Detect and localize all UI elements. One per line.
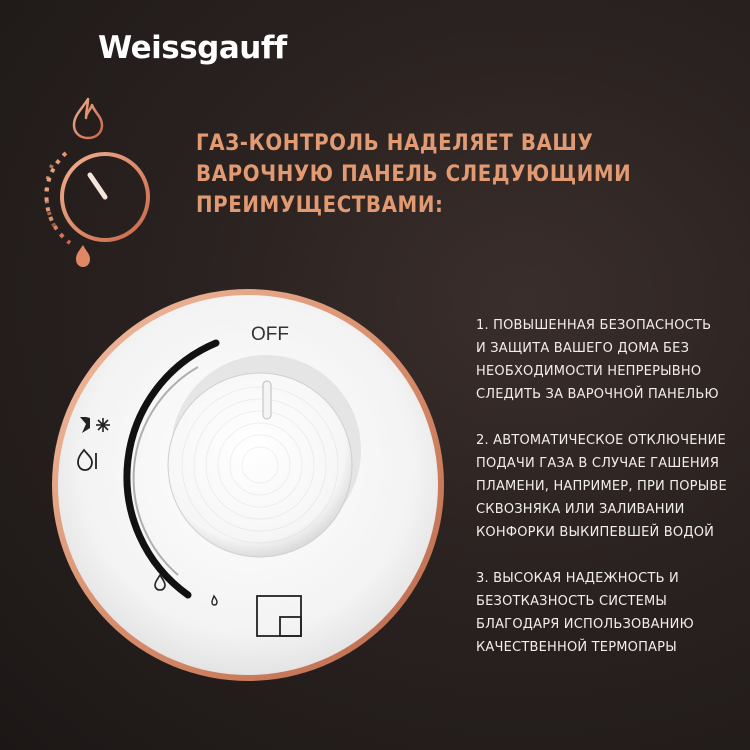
gas-control-icon	[30, 95, 170, 270]
benefit-line: БЛАГОДАРЯ ИСПОЛЬЗОВАНИЮ	[476, 617, 694, 632]
knob-indicator	[263, 381, 271, 419]
benefit-line: НЕОБХОДИМОСТИ НЕПРЕРЫВНО	[476, 364, 702, 379]
benefit-line: КОНФОРКИ ВЫКИПЕВШЕЙ ВОДОЙ	[476, 525, 715, 540]
benefit-line: 1. ПОВЫШЕННАЯ БЕЗОПАСНОСТЬ	[476, 318, 712, 333]
headline-line: ГАЗ-КОНТРОЛЬ НАДЕЛЯЕТ ВАШУ	[196, 131, 594, 156]
benefit-line: 3. ВЫСОКАЯ НАДЕЖНОСТЬ И	[476, 571, 679, 586]
headline-line: ПРЕИМУЩЕСТВАМИ:	[196, 193, 444, 218]
benefits-list	[476, 314, 738, 682]
benefit-item	[476, 314, 738, 406]
benefit-line: КАЧЕСТВЕННОЙ ТЕРМОПАРЫ	[476, 640, 677, 655]
benefit-line: 2. АВТОМАТИЧЕСКОЕ ОТКЛЮЧЕНИЕ	[476, 433, 726, 448]
benefit-line: ПЛАМЕНИ, НАПРИМЕР, ПРИ ПОРЫВЕ	[476, 479, 727, 494]
benefit-line: СКВОЗНЯКА ИЛИ ЗАЛИВАНИИ	[476, 502, 685, 517]
off-label: OFF	[251, 324, 289, 345]
headline	[196, 128, 716, 221]
benefit-line: И ЗАЩИТА ВАШЕГО ДОМА БЕЗ	[476, 341, 690, 356]
brand-logo: Weissgauff	[98, 30, 287, 66]
benefit-line: ПОДАЧИ ГАЗА В СЛУЧАЕ ГАШЕНИЯ	[476, 456, 720, 471]
knob-body[interactable]	[168, 373, 352, 557]
benefit-item	[476, 567, 738, 659]
benefit-item	[476, 429, 738, 544]
control-knob[interactable]	[38, 275, 458, 695]
benefit-line: БЕЗОТКАЗНОСТЬ СИСТЕМЫ	[476, 594, 668, 609]
headline-line: ВАРОЧНУЮ ПАНЕЛЬ СЛЕДУЮЩИМИ	[196, 162, 632, 187]
benefit-line: СЛЕДИТЬ ЗА ВАРОЧНОЙ ПАНЕЛЬЮ	[476, 387, 719, 402]
